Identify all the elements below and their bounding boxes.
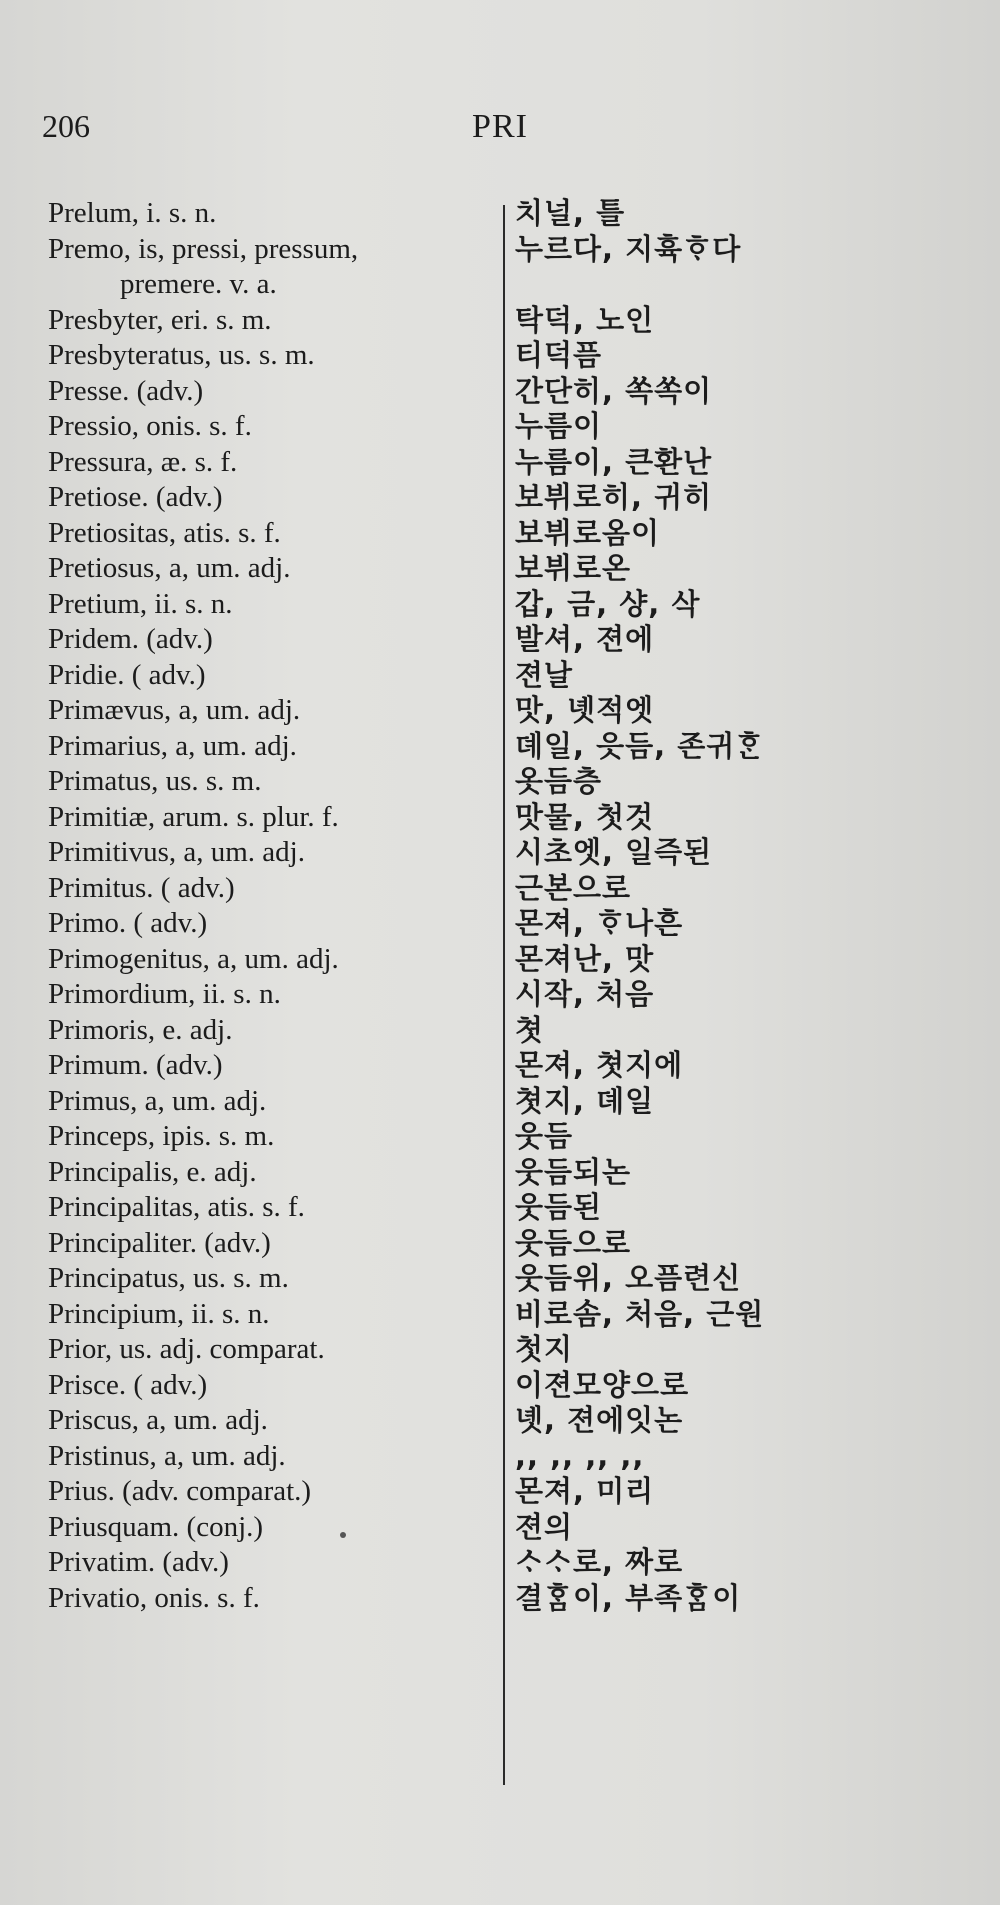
korean-translation: 간단히, 쏙쏙이 — [515, 373, 713, 408]
latin-entry: Prisce. ( adv.) — [48, 1368, 208, 1401]
latin-entry: Principalitas, atis. s. f. — [48, 1191, 305, 1223]
korean-translation: 보뷔로옴이 — [515, 515, 661, 550]
latin-entry: Priscus, a, um. adj. — [48, 1404, 268, 1436]
latin-entry: Primordium, ii. s. n. — [48, 978, 281, 1010]
korean-translation: ,, ,, ,, ,, — [515, 1438, 645, 1473]
korean-translation: 첫지 — [515, 1332, 574, 1366]
korean-translation: 쳣 — [515, 1012, 545, 1047]
korean-translation: 누르다, 지휵ᄒᆞ다 — [515, 231, 742, 266]
latin-entry: Prelum, i. s. n. — [48, 197, 217, 229]
latin-entry: Presse. (adv.) — [48, 374, 204, 407]
latin-entry: Privatim. (adv.) — [48, 1546, 229, 1578]
latin-entry: Principatus, us. s. m. — [48, 1262, 289, 1294]
korean-translation: 시작, 처음 — [515, 977, 655, 1011]
korean-translation: 젼날 — [515, 657, 574, 692]
latin-entry: Pretiositas, atis. s. f. — [48, 516, 281, 549]
latin-entry: Primo. ( adv.) — [48, 907, 208, 939]
latin-entry: Prius. (adv. comparat.) — [48, 1475, 312, 1507]
latin-entry: Primogenitus, a, um. adj. — [48, 942, 339, 975]
korean-translation: 치널, 틀 — [515, 196, 626, 230]
latin-entry: Pressura, æ. s. f. — [48, 445, 238, 478]
korean-translation: 맛, 녯적엣 — [515, 693, 655, 727]
latin-entry: Primitivus, a, um. adj. — [48, 836, 305, 868]
korean-translation: 몬져, 쳣지에 — [515, 1048, 684, 1082]
latin-entry: Pridie. ( adv.) — [48, 658, 206, 691]
latin-entry: Principalis, e. adj. — [48, 1155, 257, 1188]
korean-translation: 웃듬으로 — [515, 1225, 632, 1260]
korean-translation: 몬져, 미리 — [515, 1474, 655, 1508]
latin-entry: Presbyter, eri. s. m. — [48, 303, 272, 336]
latin-entry: Priusquam. (conj.) — [48, 1510, 264, 1543]
latin-entry: Pretiose. (adv.) — [48, 481, 223, 513]
latin-entry: Pretium, ii. s. n. — [48, 587, 233, 620]
latin-entry: Primarius, a, um. adj. — [48, 729, 297, 762]
korean-translation: 쳣지, 뎨일 — [515, 1083, 655, 1118]
korean-translation: 시초엣, 일즉된 — [515, 835, 713, 869]
korean-translation: ᄉᆞᄉᆞ로, 짜로 — [515, 1545, 684, 1579]
latin-entry: Primus, a, um. adj. — [48, 1084, 267, 1117]
korean-translation: 맛물, 첫것 — [515, 799, 655, 834]
latin-entry: Prior, us. adj. comparat. — [48, 1333, 325, 1365]
korean-column — [515, 196, 955, 1616]
korean-translation-blank — [515, 267, 955, 303]
korean-translation: 몬져, ᄒᆞ나흔 — [515, 906, 684, 940]
korean-translation: 갑, 금, 샹, 삭 — [515, 586, 701, 621]
korean-translation: 발셔, 젼에 — [515, 622, 655, 656]
latin-entry: Primævus, a, um. adj. — [48, 694, 301, 726]
latin-entry: Presbyteratus, us. s. m. — [48, 339, 315, 371]
korean-translation: 근본으로 — [515, 870, 632, 905]
latin-entry: Primitus. ( adv.) — [48, 871, 235, 904]
page-header — [42, 108, 958, 152]
latin-entry: Principium, ii. s. n. — [48, 1297, 270, 1330]
korean-translation: 누름이 — [515, 409, 603, 443]
korean-translation: 누름이, 큰환난 — [515, 444, 713, 479]
latin-entry: Pridem. (adv.) — [48, 623, 213, 655]
latin-entry: Premo, is, pressi, pressum, — [48, 232, 359, 265]
running-head: PRI — [472, 108, 528, 145]
korean-translation: 웃듬된 — [515, 1190, 603, 1224]
korean-translation: 탁덕, 노인 — [515, 302, 655, 337]
korean-translation: 녯, 젼에잇논 — [515, 1403, 684, 1437]
latin-entry: Primatus, us. s. m. — [48, 765, 262, 797]
korean-translation: 결ᄒᆞᆷ이, 부족ᄒᆞᆷ이 — [515, 1580, 742, 1615]
ink-spot — [340, 1532, 346, 1538]
latin-entry: Privatio, onis. s. f. — [48, 1581, 260, 1614]
korean-translation: 젼의 — [515, 1509, 574, 1544]
korean-translation: 이젼모양으로 — [515, 1367, 690, 1402]
korean-translation: 티덕픔 — [515, 338, 603, 372]
korean-translation: 몬져난, 맛 — [515, 941, 655, 976]
korean-translation: 보뷔로온 — [515, 551, 632, 585]
korean-translation: 보뷔로히, 귀히 — [515, 480, 713, 514]
latin-entry: Pristinus, a, um. adj. — [48, 1439, 286, 1472]
latin-entry: Primum. (adv.) — [48, 1049, 223, 1081]
latin-entry: Pressio, onis. s. f. — [48, 410, 252, 442]
korean-translation: 웃듬 — [515, 1119, 574, 1153]
column-divider — [503, 205, 505, 1785]
latin-entry: Primoris, e. adj. — [48, 1013, 233, 1046]
korean-translation: 뎨일, 읏듬, 존귀ᄒᆞᆫ — [515, 728, 765, 763]
korean-translation: 비로솜, 처음, 근원 — [515, 1296, 765, 1331]
page-number: 206 — [42, 108, 90, 144]
latin-entry: Primitiæ, arum. s. plur. f. — [48, 800, 339, 833]
latin-entry-continuation: premere. v. a. — [120, 268, 277, 300]
korean-translation: 옷듬층 — [515, 764, 603, 798]
korean-translation: 웃듬위, 오픔련신 — [515, 1261, 742, 1295]
latin-entry: Principaliter. (adv.) — [48, 1226, 271, 1259]
latin-entry: Pretiosus, a, um. adj. — [48, 552, 291, 584]
latin-column — [48, 196, 498, 1616]
latin-entry: Princeps, ipis. s. m. — [48, 1120, 275, 1152]
korean-translation: 웃듬되논 — [515, 1154, 632, 1189]
